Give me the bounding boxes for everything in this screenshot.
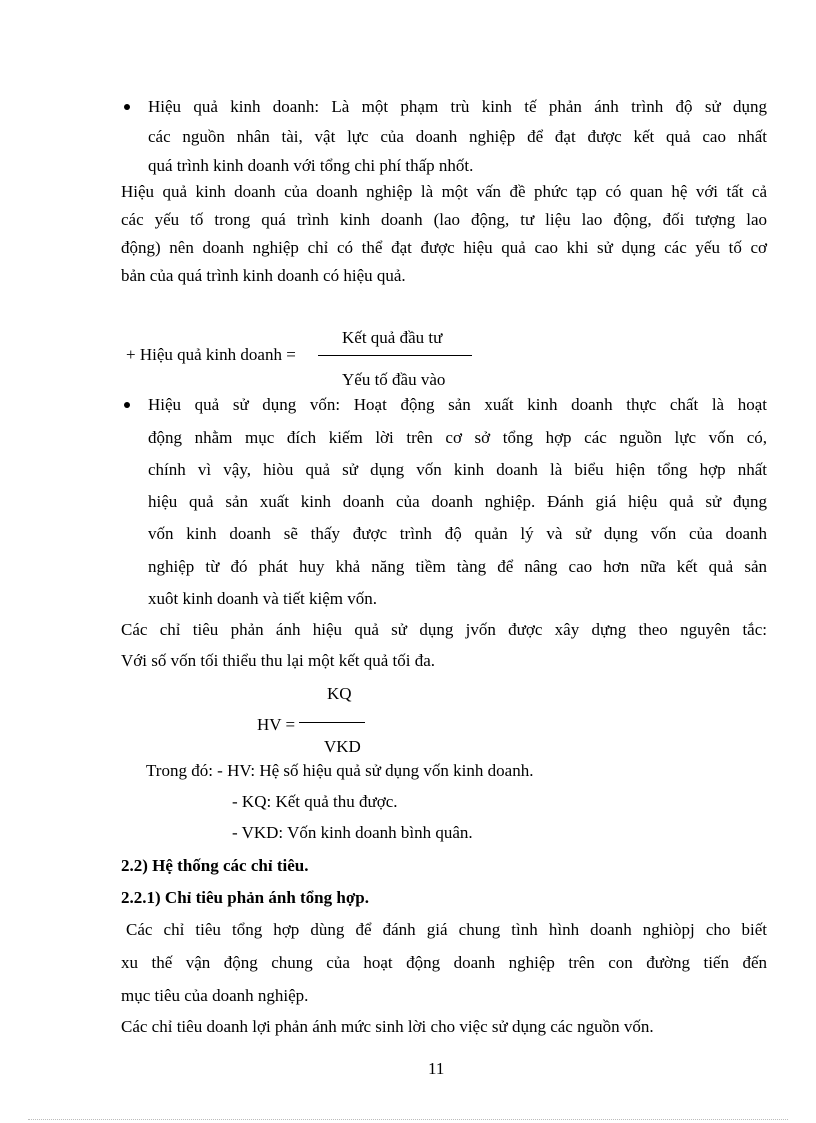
legend-line1: Trong đó: - HV: Hệ số hiệu quả sử dụng vốn kinh doanh.: [146, 761, 534, 780]
formula2-lhs: HV =: [257, 715, 296, 734]
page-bottom-divider: [28, 1119, 788, 1120]
bullet1-line2: các nguồn nhân tài, vật lực của doanh nghiệp để đạt được kết quả cao nhất: [148, 127, 767, 146]
para1-line3: động) nên doanh nghiệp chỉ có thể đạt được hiệu quả cao khi sử dụng các yếu tố cơ: [121, 238, 767, 257]
para3-line2: xu thế vận động chung của hoạt động doanh nghiệp trên con đường tiến đến: [121, 953, 767, 972]
legend-line3: - VKD: Vốn kinh doanh bình quân.: [232, 823, 473, 842]
bullet2-line6: nghiệp từ đó phát huy khả năng tiềm tàng để nâng cao hơn nữa kết quả sản: [148, 557, 767, 576]
para4: Các chỉ tiêu doanh lợi phản ánh mức sinh lời cho việc sử dụng các nguồn vốn.: [121, 1017, 654, 1036]
formula1-fraction-bar: [318, 355, 472, 356]
bullet2-line3: chính vì vậy, hiòu quả sử dụng vốn kinh doanh là biểu hiện tổng hợp nhất: [148, 460, 767, 479]
formula1-lhs: + Hiệu quả kinh doanh =: [126, 345, 296, 364]
subsection-heading: 2.2.1) Chỉ tiêu phản ánh tổng hợp.: [121, 888, 369, 907]
bullet2-line7: xuôt kinh doanh và tiết kiệm vốn.: [148, 589, 377, 608]
para3-line1: Các chỉ tiêu tổng hợp dùng để đánh giá chung tình hình doanh nghiòpj cho biết: [126, 920, 767, 939]
section-heading: 2.2) Hệ thống các chỉ tiêu.: [121, 856, 309, 875]
bullet1-line1: Hiệu quả kinh doanh: Là một phạm trù kinh tế phản ánh trình độ sử dụng: [148, 97, 767, 116]
formula1-numerator: Kết quả đầu tư: [342, 328, 443, 347]
para1-line4: bản của quá trình kinh doanh có hiệu quả.: [121, 266, 406, 285]
formula2-fraction-bar: [299, 722, 365, 723]
bullet2-line2: động nhằm mục đích kiếm lời trên cơ sở tổng hợp các nguồn lực vốn có,: [148, 428, 767, 447]
bullet2-line1: Hiệu quả sử dụng vốn: Hoạt động sản xuất kinh doanh thực chất là hoạt: [148, 395, 767, 414]
para1-line2: các yếu tố trong quá trình kinh doanh (lao động, tư liệu lao động, đối tượng lao: [121, 210, 767, 229]
legend-line2: - KQ: Kết quả thu được.: [232, 792, 398, 811]
page-number: 11: [428, 1059, 445, 1078]
formula2-numerator: KQ: [327, 684, 352, 703]
bullet2-line5: vốn kinh doanh sẽ thấy được trình độ quản lý và sử dụng vốn của doanh: [148, 524, 767, 543]
para2-line1: Các chỉ tiêu phản ánh hiệu quả sử dụng jvốn được xây dựng theo nguyên tắc:: [121, 620, 767, 639]
para2-line2: Với số vốn tối thiểu thu lại một kết quả tối đa.: [121, 651, 436, 670]
formula1-denominator: Yếu tố đầu vào: [342, 370, 446, 389]
formula2-denominator: VKD: [324, 737, 361, 756]
bullet-marker: [124, 104, 130, 110]
bullet1-line3: quá trình kinh doanh với tổng chi phí thấp nhốt.: [148, 156, 474, 175]
para3-line3: mục tiêu của doanh nghiệp.: [121, 986, 309, 1005]
bullet2-line4: hiệu quả sản xuất kinh doanh của doanh nghiệp. Đánh giá hiệu quả sử đụng: [148, 492, 767, 511]
para1-line1: Hiệu quả kinh doanh của doanh nghiệp là một vấn đề phức tạp có quan hệ với tất cả: [121, 182, 767, 201]
bullet-marker: [124, 402, 130, 408]
